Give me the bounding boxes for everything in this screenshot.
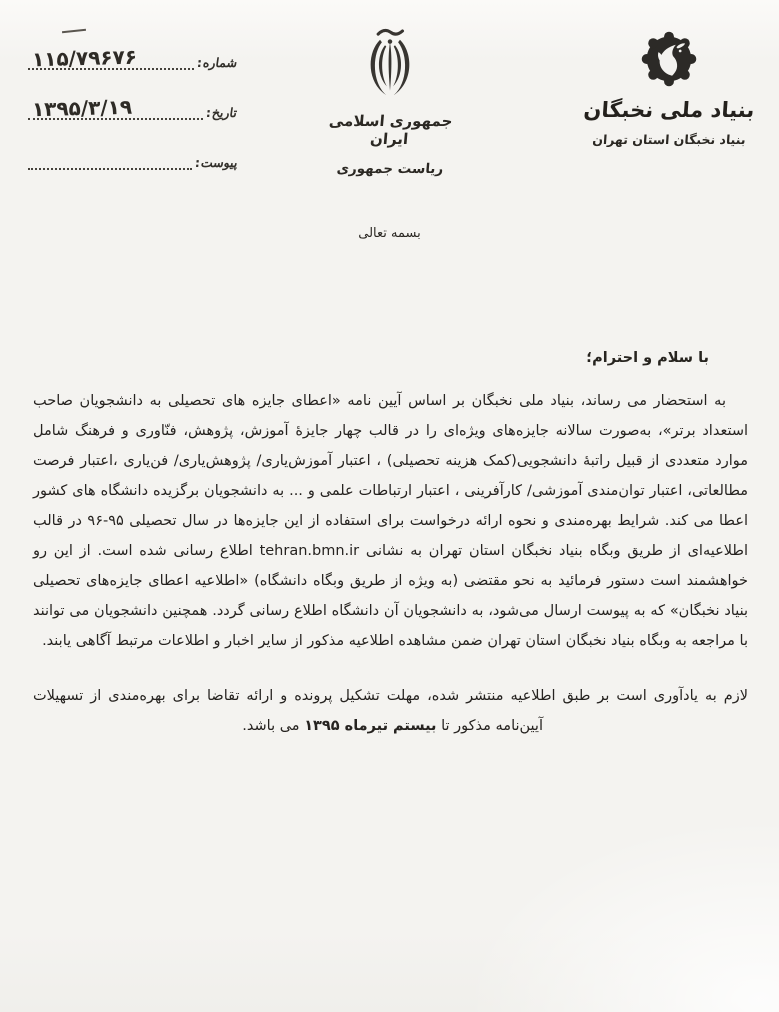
field-date-label: تاریخ: (205, 105, 237, 120)
basmala: بسمه تعالی (358, 226, 421, 241)
reminder-line-2-post: می باشد. (242, 718, 305, 734)
country-name: جمهوری اسلامی ایران (328, 112, 454, 148)
dotted-line (28, 152, 192, 170)
field-number-row (28, 44, 237, 72)
dotted-line (28, 44, 194, 72)
reminder-paragraph (33, 681, 748, 741)
letter-body (33, 386, 748, 741)
reminder-line-2 (33, 711, 748, 741)
letter-body-paragraph: به استحضار می رساند، بنیاد ملی نخبگان بر اساس آیین نامه «اعطای جایزه های تحصیلی به دانشجویان صاحب استعداد برتر»، به‌صورت سالانه جایزه‌های ویژه‌ای را در قالب چهار جایزۀ آموزش، پژوهش، فنّاوری و فرهنگ شامل موارد متعددی از قبیل راتبۀ دانشجویی(کمک هزینه تحصیلی) ، اعتبار آموزش‌یاری/ پژوهش‌یاری/ فن‌یاری ،اعتبار فرصت مطالعاتی، اعتبار توان‌مندی آموزشی/ کارآفرینی ، اعتبار ارتباطات علمی و ... به دانشجویان برگزیده دانشگاه های کشور اعطا می کند. شرایط بهره‌مندی و نحوه ارائه درخواست برای استفاده از این جایزه‌ها در سال تحصیلی ۹۵-۹۶ در قالب اطلاعیه‌ای از طریق وبگاه بنیاد نخبگان استان تهران به نشانی tehran.bmn.ir اطلاع رسانی شده است. از این رو خواهشمند است دستور فرمائید به نحو مقتضی (به ویژه از طریق وبگاه دانشگاه) «اطلاعیه اعطای جایزه‌های تحصیلی بنیاد نخبگان» که به پیوست ارسال می‌شود، به دانشجویان آن دانشگاه اطلاع رسانی گردد. همچنین دانشجویان می توانند با مراجعه به وبگاه بنیاد نخبگان استان تهران ضمن مشاهده اطلاعیه مذکور از سایر اخبار و اطلاعات مرتبط آگاهی یابند. (33, 393, 748, 649)
reminder-line-2-pre: آیین‌نامه مذکور تا (436, 718, 543, 734)
foundation-header (578, 28, 760, 147)
dotted-line (28, 94, 203, 122)
organization-name: بنیاد ملی نخبگان (582, 98, 756, 122)
field-date-value: ۱۳۹۵/۳/۱۹ (31, 94, 133, 122)
deadline-date: بیستم تیرماه ۱۳۹۵ (304, 718, 437, 734)
national-header (327, 26, 453, 177)
field-date-row (28, 94, 237, 122)
field-number-label: شماره: (196, 55, 237, 70)
iran-emblem-icon (358, 26, 422, 102)
pen-mark (62, 29, 86, 33)
elites-foundation-seal-icon (638, 28, 700, 90)
field-attachment-label: پیوست: (193, 155, 237, 170)
salutation: با سلام و احترام؛ (586, 350, 709, 366)
presidency-title: ریاست جمهوری (336, 161, 444, 177)
field-number-value: ۱۱۵/۷۹۶۷۶ (31, 44, 138, 72)
field-attachment-row (28, 152, 236, 170)
reminder-line-1: لازم به یادآوری است بر طبق اطلاعیه منتشر شده، مهلت تشکیل پرونده و ارائه تقاضا برای بهره‌مندی از تسهیلات (33, 688, 748, 704)
branch-name: بنیاد نخبگان استان تهران (591, 132, 747, 147)
